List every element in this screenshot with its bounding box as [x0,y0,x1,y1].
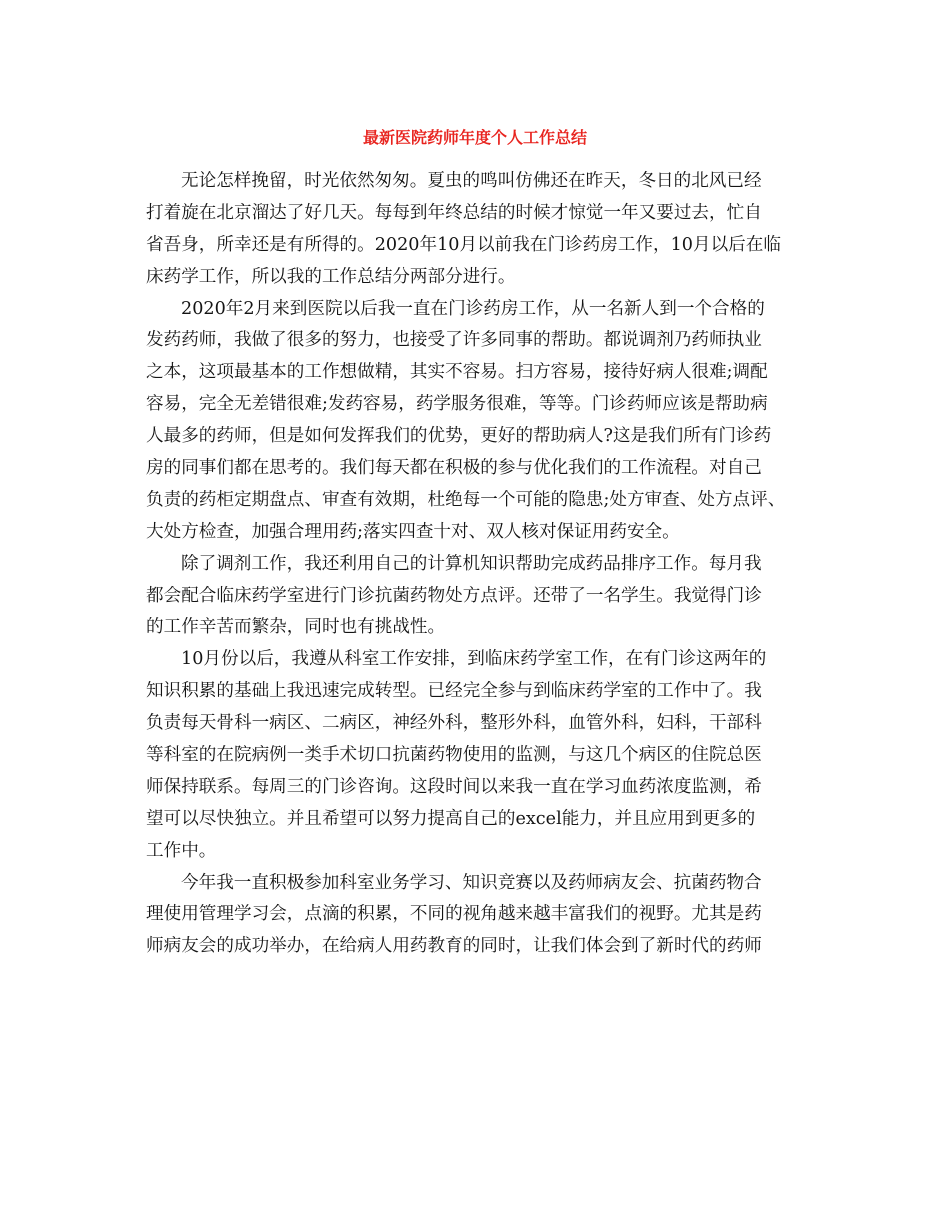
paragraph-line: 除了调剂工作，我还利用自己的计算机知识帮助完成药品排序工作。每月我 [181,553,762,574]
paragraph-line: 大处方检查，加强合理用药;落实四查十对、双人核对保证用药安全。 [146,521,680,542]
paragraph-line: 打着旋在北京溜达了好几天。每每到年终总结的时候才惊觉一年又要过去，忙自 [146,202,762,223]
paragraph-line: 理使用管理学习会，点滴的积累，不同的视角越来越丰富我们的视野。尤其是药 [146,904,762,925]
paragraph-line: 知识积累的基础上我迅速完成转型。已经完全参与到临床药学室的工作中了。我 [146,681,762,702]
paragraph-line: 床药学工作，所以我的工作总结分两部分进行。 [146,266,516,287]
paragraph-line: 师保持联系。每周三的门诊咨询。这段时间以来我一直在学习血药浓度监测，希 [146,776,762,797]
paragraph-line: 等科室的在院病例一类手术切口抗菌药物使用的监测，与这几个病区的住院总医 [146,745,762,766]
document-body [146,166,811,963]
paragraph-line: 2020年2月来到医院以后我一直在门诊药房工作，从一名新人到一个合格的 [181,298,765,319]
paragraph-line: 无论怎样挽留，时光依然匆匆。夏虫的鸣叫仿佛还在昨天，冬日的北风已经 [181,171,762,191]
paragraph-line: 人最多的药师，但是如何发挥我们的优势，更好的帮助病人?这是我们所有门诊药 [146,426,772,447]
paragraph-line: 房的同事们都在思考的。我们每天都在积极的参与优化我们的工作流程。对自己 [146,458,762,479]
document-title: 最新医院药师年度个人工作总结 [362,128,587,147]
paragraph-line: 负责每天骨科一病区、二病区，神经外科，整形外科，血管外科，妇科，干部科 [146,713,762,734]
paragraph-line: 容易，完全无差错很难;发药容易，药学服务很难，等等。门诊药师应该是帮助病 [146,394,768,415]
paragraph-line: 10月份以后，我遵从科室工作安排，到临床药学室工作，在有门诊这两年的 [181,649,767,670]
paragraph-line: 师病友会的成功举办，在给病人用药教育的同时，让我们体会到了新时代的药师 [146,936,762,957]
paragraph-line: 的工作辛苦而繁杂，同时也有挑战性。 [146,617,446,638]
paragraph-line: 之本，这项最基本的工作想做精，其实不容易。扫方容易，接待好病人很难;调配 [146,362,768,383]
paragraph-line: 都会配合临床药学室进行门诊抗菌药物处方点评。还带了一名学生。我觉得门诊 [146,585,762,606]
paragraph-line: 今年我一直积极参加科室业务学习、知识竞赛以及药师病友会、抗菌药物合 [181,872,762,893]
paragraph-line: 负责的药柜定期盘点、审查有效期，杜绝每一个可能的隐患;处方审查、处方点评、 [146,489,786,510]
paragraph-line: 省吾身，所幸还是有所得的。2020年10月以前我在门诊药房工作，10月以后在临 [146,234,781,255]
paragraph-line: 发药药师，我做了很多的努力，也接受了许多同事的帮助。都说调剂乃药师执业 [146,330,762,351]
paragraph-line: 望可以尽快独立。并且希望可以努力提高自己的excel能力，并且应用到更多的 [146,808,756,829]
paragraph-line: 工作中。 [146,840,217,861]
